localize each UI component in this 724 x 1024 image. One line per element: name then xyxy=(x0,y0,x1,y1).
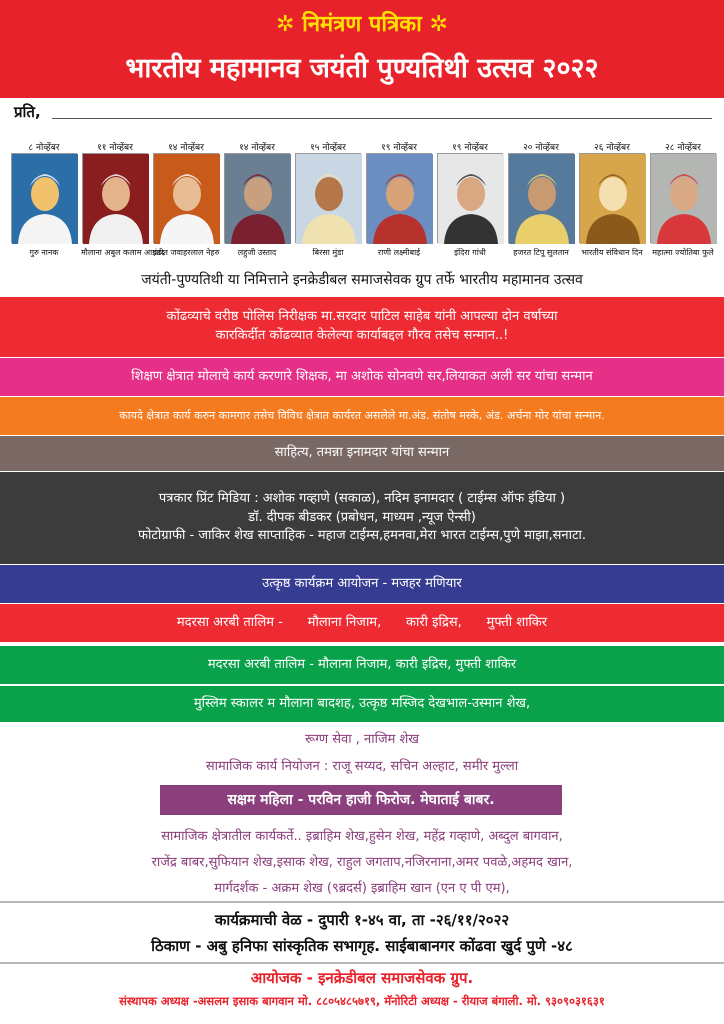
header-banner xyxy=(0,0,724,98)
constitution-portrait xyxy=(579,153,645,243)
portrait-card xyxy=(365,140,433,258)
guru-nanak-portrait xyxy=(11,153,77,243)
founders-footer: संस्थापक अध्यक्ष -असलम इसाक बागवान मो. ८८०५४८५७१९, मॅनोरिटी अध्यक्ष - रीयाज बंगाली. मो. ९३०९०३१६३१ xyxy=(119,994,605,1008)
madrasa-band-green xyxy=(0,646,724,684)
police-honor-line-1: कोंढव्याचे वरीष्ठ पोलिस निरीक्षक मा.सरदार पाटिल साहेब यांनी आपल्या दोन वर्षाच्या xyxy=(166,309,558,325)
portrait-card xyxy=(507,140,575,258)
portrait-name: भारतीय संविधान दिन xyxy=(581,248,643,257)
madrasa-text-2: मदरसा अरबी तालिम - मौलाना निजाम, कारी इद्रिस, मुफ्ती शाकिर xyxy=(207,656,517,672)
education-honor-band xyxy=(0,358,724,396)
portrait-name: राणी लक्ष्मीबाई xyxy=(377,248,421,257)
portrait-date: २८ नोव्हेंबर xyxy=(665,143,701,153)
portrait-date: १४ नोव्हेंबर xyxy=(168,143,204,153)
invitation-subtitle: ✲ निमंत्रण पत्रिका ✲ xyxy=(276,12,448,37)
portrait-name: महात्मा ज्योतिबा फुले xyxy=(652,248,714,257)
portrait-name: बिरसा मुंडा xyxy=(312,248,344,257)
portrait-date: ११ नोव्हेंबर xyxy=(97,143,133,153)
portrait-name: पंडीत जवाहरलाल नेहरु xyxy=(152,248,220,257)
scholar-band xyxy=(0,686,724,722)
portrait-date: १९ नोव्हेंबर xyxy=(381,143,417,153)
portrait-card xyxy=(10,140,78,258)
jyotiba-phule-portrait xyxy=(650,153,716,243)
media-line-1: पत्रकार प्रिंट मिडिया : अशोक गव्हाणे (सकाळ), नदिम इनामदार ( टाईम्स ऑफ इंडिया ) xyxy=(158,490,566,506)
law-honor-band xyxy=(0,397,724,435)
lahuji-portrait xyxy=(224,153,290,243)
event-venue: ठिकाण - अबु हनिफा सांस्कृतिक सभागृह. साईबाबानगर कोंढवा खुर्द पुणे -४८ xyxy=(151,937,573,955)
portrait-name: मौलाना अबुल कलाम आझाद xyxy=(81,248,165,257)
organizer-honor-band xyxy=(0,565,724,603)
portrait-name: इंदिरा गांधी xyxy=(454,248,486,257)
portrait-name: हजरत टिपू सुलतान xyxy=(513,248,569,257)
literature-honor-band xyxy=(0,436,724,471)
portrait-card xyxy=(223,140,291,258)
portrait-card xyxy=(294,140,362,258)
prati-label: प्रति, xyxy=(14,103,41,121)
media-line-3: फोटोग्राफी - जाकिर शेख साप्ताहिक - महाज टाईम्स,हमनवा,मेरा भारत टाईम्स,पुणे माझा,सनाटा. xyxy=(137,528,587,544)
madrasa-text-1: मदरसा अरबी तालिम - मौलाना निजाम, कारी इद्रिस, मुफ्ती शाकिर xyxy=(176,614,548,630)
workers-line-1: सामाजिक क्षेत्रातील कार्यकर्ते.. इब्राहिम शेख,हुसेन शेख, महेंद्र गव्हाणे, अब्दुल बागवान, xyxy=(161,829,563,844)
police-honor-line-2: कारकिर्दीत कोंढव्यात केलेल्या कार्याबद्दल गौरव तसेच सन्मान..! xyxy=(215,328,509,343)
madrasa-band-red xyxy=(0,604,724,642)
portrait-date: २६ नोव्हेंबर xyxy=(594,143,630,153)
maulana-azad-portrait xyxy=(82,153,148,243)
intro-text: जयंती-पुण्यतिथी या निमित्ताने इनक्रेडीबल समाजसेवक ग्रुप तर्फे भारतीय महामानव उत्सव xyxy=(141,272,583,288)
divider xyxy=(0,962,724,964)
portrait-card xyxy=(152,140,220,258)
law-honor-text: कायदे क्षेत्रात कार्य करुन कामगार तसेच विविध क्षेत्रात कार्यरत असलेले मा.अंड. संतोष मस्के, अंड. अर्चना मोर यांचा सन्मान. xyxy=(119,409,605,423)
scholar-text: मुस्लिम स्कालर म मौलाना बादशह, उत्कृष्ठ मस्जिद देखभाल-उस्मान शेख, xyxy=(193,695,531,711)
media-line-2: डॉ. दीपक बीडकर (प्रबोधन, माध्यम ,न्यूज ऐन्सी) xyxy=(248,509,476,525)
portrait-card xyxy=(81,140,165,258)
police-honor-band xyxy=(0,297,724,357)
portrait-date: १५ नोव्हेंबर xyxy=(310,143,346,153)
tipu-sultan-portrait xyxy=(508,153,574,243)
media-honor-band xyxy=(0,472,724,564)
portrait-date: २० नोव्हेंबर xyxy=(523,143,559,153)
saksham-mahila-banner: सक्षम महिला - परविन हाजी फिरोज. मेघाताई बाबर. xyxy=(160,785,562,815)
patient-service-text: रूग्ण सेवा , नाजिम शेख xyxy=(304,732,420,747)
indira-gandhi-portrait xyxy=(437,153,503,243)
birsa-munda-portrait xyxy=(295,153,361,243)
addressee-line xyxy=(52,118,712,119)
portrait-card xyxy=(436,140,504,258)
social-planning-text: सामाजिक कार्य नियोजन : राजू सय्यद, सचिन अल्हाट, समीर मुल्ला xyxy=(205,759,519,774)
portrait-name: लहुजी उस्ताद xyxy=(237,248,277,257)
portrait-name: गुरु नानक xyxy=(29,248,59,257)
rani-laxmibai-portrait xyxy=(366,153,432,243)
event-time: कार्यक्रमाची वेळ - दुपारी १-४५ वा, ता -२६/११/२०२२ xyxy=(214,911,510,929)
portrait-date: १९ नोव्हेंबर xyxy=(452,143,488,153)
education-honor-text: शिक्षण क्षेत्रात मोलाचे कार्य करणारे शिक्षक, मा अशोक सोनवणे सर,लियाकत अली सर यांचा सन्मान xyxy=(131,368,593,384)
portrait-card xyxy=(649,140,717,258)
page-title: भारतीय महामानव जयंती पुण्यतिथी उत्सव २०२२ xyxy=(125,53,599,84)
portrait-date: ८ नोव्हेंबर xyxy=(28,143,60,153)
divider xyxy=(0,901,724,903)
nehru-portrait xyxy=(153,153,219,243)
portrait-date: १४ नोव्हेंबर xyxy=(239,143,275,153)
workers-line-2: राजेंद्र बाबर,सुफियान शेख,इसाक शेख, राहुल जगताप,नजिरनाना,अमर पवळे,अहमद खान, xyxy=(151,855,573,870)
portrait-card xyxy=(578,140,646,258)
literature-honor-text: साहित्य, तमन्ना इनामदार यांचा सन्मान xyxy=(274,445,450,461)
guide-line: मार्गदर्शक - अक्रम शेख (९ब्रदर्स) इब्राहिम खान (एन ए पी एम), xyxy=(214,881,510,896)
organizer-footer: आयोजक - इनक्रेडीबल समाजसेवक ग्रुप. xyxy=(250,969,474,987)
organizer-honor-text: उत्कृष्ठ कार्यक्रम आयोजन - मजहर मणियार xyxy=(262,575,462,591)
